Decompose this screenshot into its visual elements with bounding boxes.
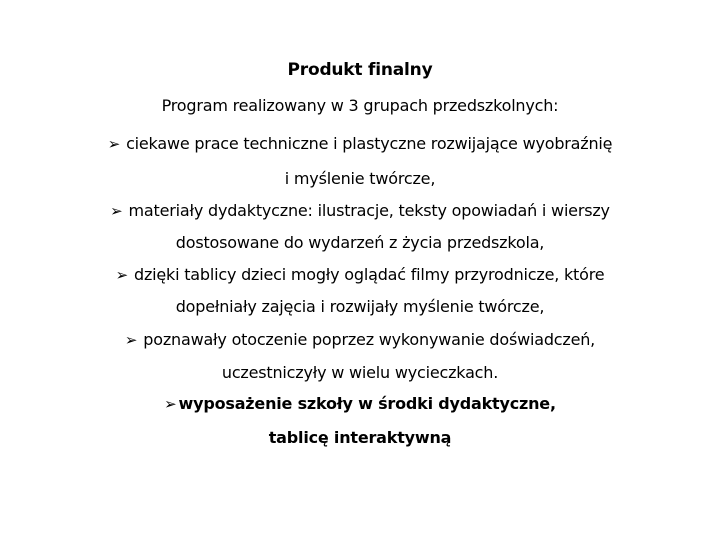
bullet-item-1-line2: i myślenie twórcze, xyxy=(284,169,436,188)
arrow-bullet-icon: ➢ xyxy=(110,202,123,220)
bullet-item-3-line1: dzięki tablicy dzieci mogły oglądać filmy przyrodnicze, które xyxy=(133,265,605,284)
bullet-item-3-line2: dopełniały zajęcia i rozwijały myślenie twórcze, xyxy=(175,297,545,316)
arrow-bullet-icon: ➢ xyxy=(107,135,121,153)
bullet-item-2-line1: materiały dydaktyczne: ilustracje, teksty opowiadań i wierszy xyxy=(128,201,610,220)
bullet-item-5 xyxy=(0,394,720,414)
bullet-item-3 xyxy=(0,265,720,285)
bullet-item-4-line1: poznawały otoczenie poprzez wykonywanie doświadczeń, xyxy=(143,330,596,349)
arrow-bullet-icon: ➢ xyxy=(164,395,177,413)
bullet-item-1-line1: ciekawe prace techniczne i plastyczne rozwijające wyobraźnię xyxy=(126,134,613,153)
bullet-item-4-line2: uczestniczyły w wielu wycieczkach. xyxy=(221,363,499,382)
bullet-item-5-line1: wyposażenie szkoły w środki dydaktyczne, xyxy=(178,394,556,413)
arrow-bullet-icon: ➢ xyxy=(124,331,138,349)
bullet-item-4 xyxy=(0,330,720,350)
bullet-item-1 xyxy=(0,134,720,154)
bullet-item-2 xyxy=(0,201,720,221)
arrow-bullet-icon: ➢ xyxy=(115,266,128,284)
slide-title: Produkt finalny xyxy=(287,60,433,80)
bullet-item-2-line2: dostosowane do wydarzeń z życia przedszkola, xyxy=(175,233,545,252)
bullet-item-5-line2: tablicę interaktywną xyxy=(268,428,452,447)
intro-text: Program realizowany w 3 grupach przedszkolnych: xyxy=(161,96,559,115)
